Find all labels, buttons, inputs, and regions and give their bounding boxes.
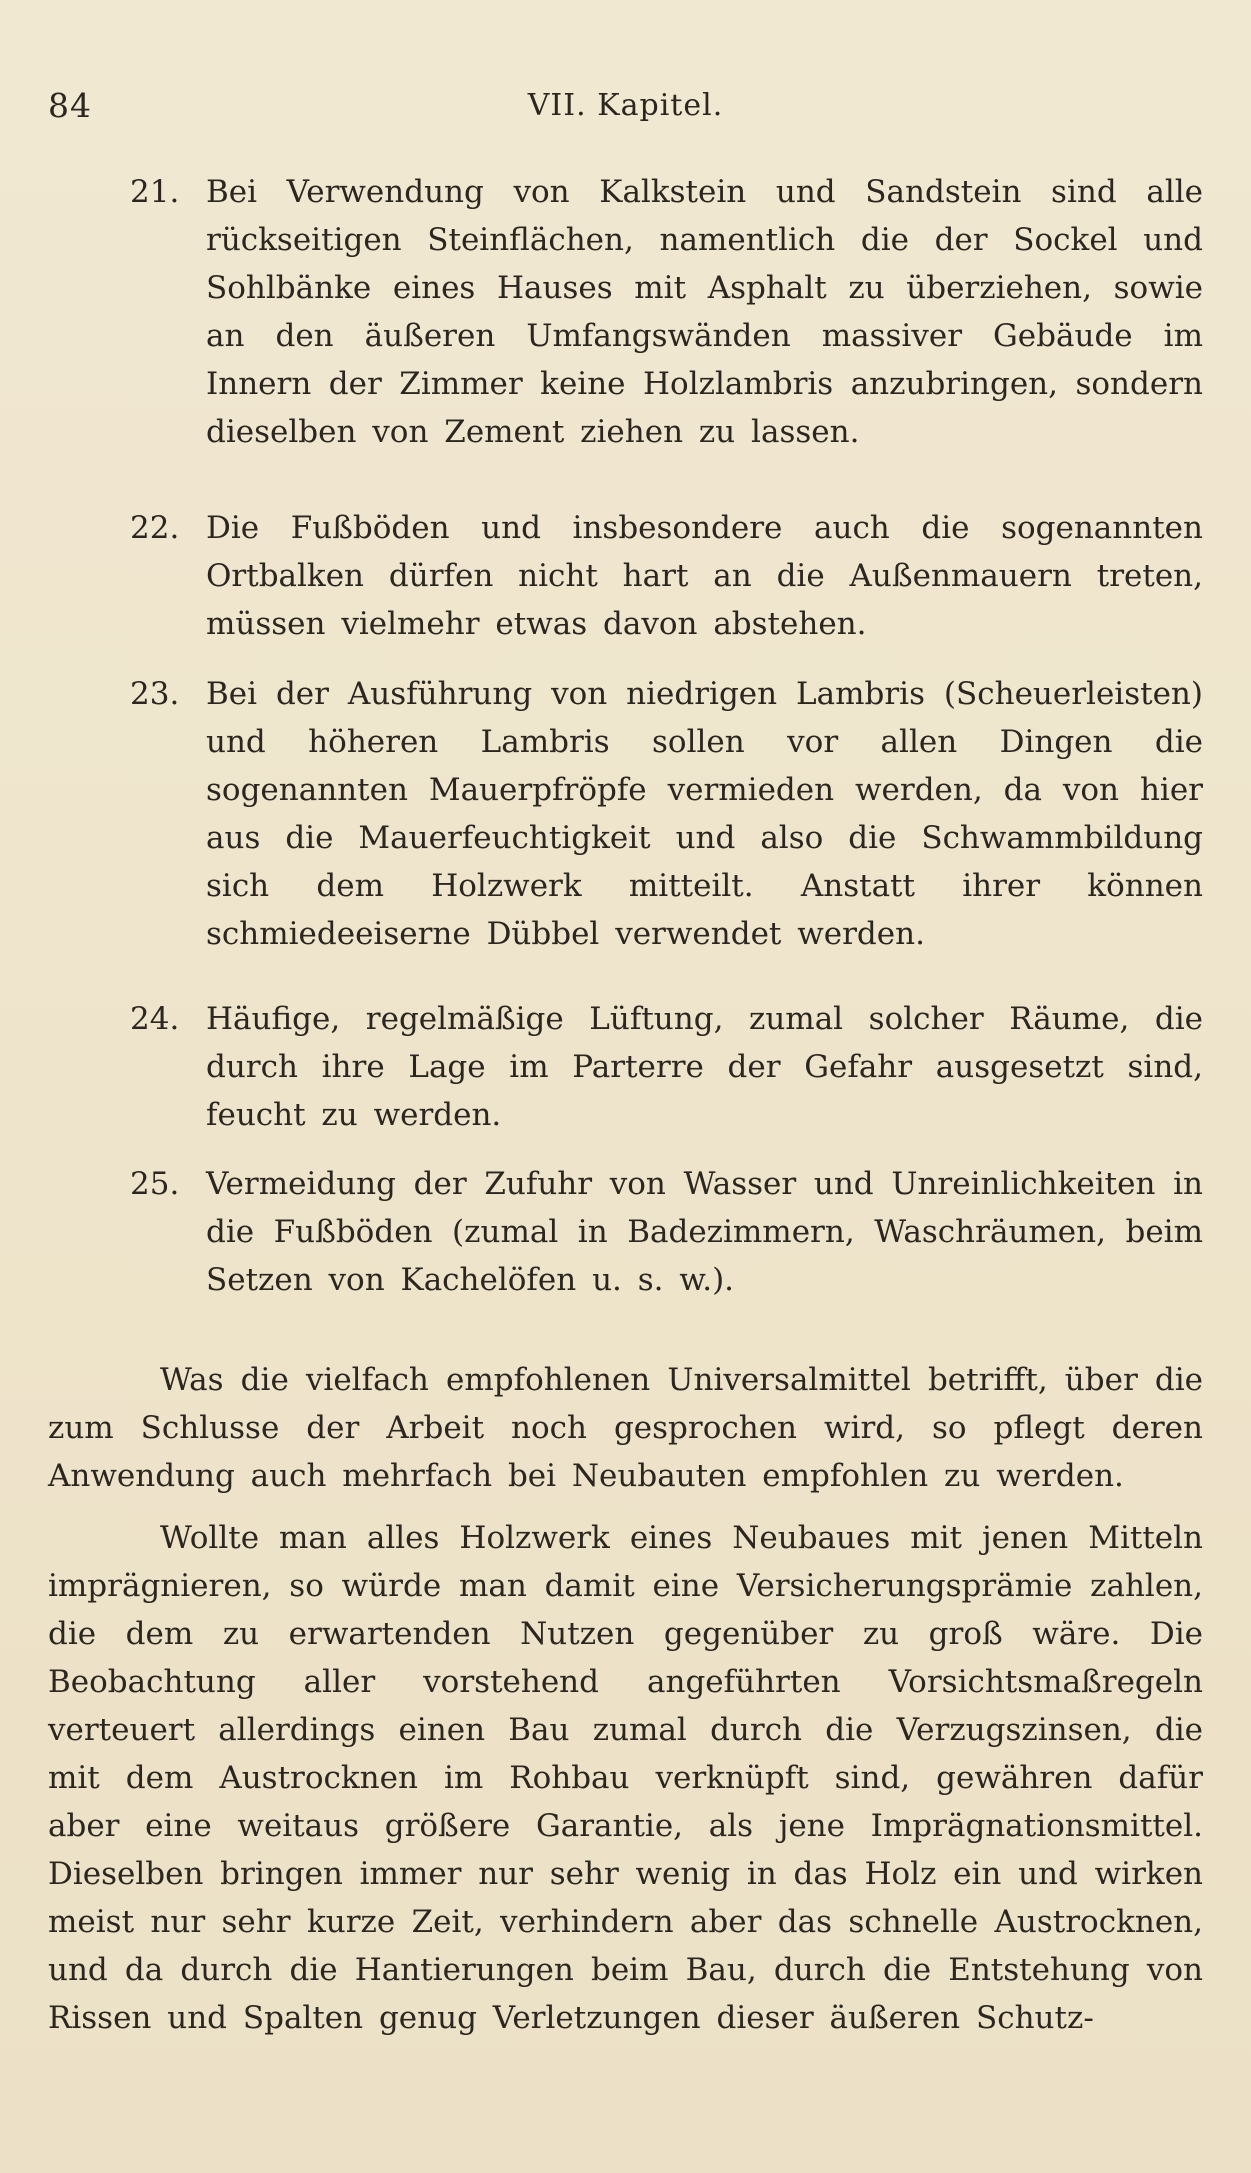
list-item-23: [130, 670, 1203, 970]
item-text: Bei Verwendung von Kalkstein und Sandstein sind alle rückseitigen Steinflächen, namentlich die der Sockel und Sohlbänke eines Hauses mit Asphalt zu überziehen, sowie an den äußeren Umfangswänden massiver Gebäude im Innern der Zimmer keine Holzlambris anzubringen, sondern dieselben von Zement ziehen zu lassen.: [206, 174, 1203, 450]
body-paragraph: Wollte man alles Holzwerk eines Neubaues mit jenen Mitteln imprägnieren, so würde man damit eine Versicherungsprämie zahlen, die dem zu erwartenden Nutzen gegenüber zu groß wäre. Die Beobachtung aller vorstehend angeführten Vorsichtsmaßregeln verteuert allerdings einen Bau zumal durch die Verzugszinsen, die mit dem Austrocknen im Rohbau verknüpft sind, gewähren dafür aber eine weitaus größere Garantie, als jene Imprägnationsmittel. Dieselben bringen immer nur sehr wenig in das Holz ein und wirken meist nur sehr kurze Zeit, verhindern aber das schnelle Austrocknen, und da durch die Hantierungen beim Bau, durch die Entstehung von Rissen und Spalten genug Verletzungen dieser äußeren Schutz-: [48, 1520, 1203, 2036]
item-text: Häufige, regelmäßige Lüftung, zumal solcher Räume, die durch ihre Lage im Parterre der Gefahr ausgesetzt sind, feucht zu werden.: [206, 1001, 1203, 1133]
item-text: Bei der Ausführung von niedrigen Lambris (Scheuerleisten) und höheren Lambris sollen vor allen Dingen die sogenannten Mauerpfröpfe vermieden werden, da von hier aus die Mauerfeuchtigkeit und also die Schwammbildung sich dem Holzwerk mitteilt. Anstatt ihrer können schmiedeeiserne Dübbel verwendet werden.: [206, 676, 1203, 952]
item-number: 22.: [130, 510, 180, 546]
list-item-24: [130, 995, 1203, 1145]
running-title: VII. Kapitel.: [527, 88, 724, 123]
list-item-25: [130, 1160, 1203, 1310]
body-paragraph: Was die vielfach empfohlenen Universalmittel betrifft, über die zum Schlusse der Arbeit noch gesprochen wird, so pflegt deren Anwendung auch mehrfach bei Neubauten empfohlen zu werden.: [48, 1362, 1203, 1494]
item-number: 25.: [130, 1166, 180, 1202]
item-text: Vermeidung der Zufuhr von Wasser und Unreinlichkeiten in die Fußböden (zumal in Badezimmern, Waschräumen, beim Setzen von Kachelöfen u. s. w.).: [206, 1166, 1203, 1298]
item-number: 21.: [130, 174, 180, 210]
item-number: 23.: [130, 676, 180, 712]
item-number: 24.: [130, 1001, 180, 1037]
list-item-22: [130, 504, 1203, 654]
item-text: Die Fußböden und insbesondere auch die sogenannten Ortbalken dürfen nicht hart an die Außenmauern treten, müssen vielmehr etwas davon abstehen.: [206, 510, 1203, 642]
list-item-21: [130, 168, 1203, 468]
page-number: 84: [48, 86, 92, 125]
